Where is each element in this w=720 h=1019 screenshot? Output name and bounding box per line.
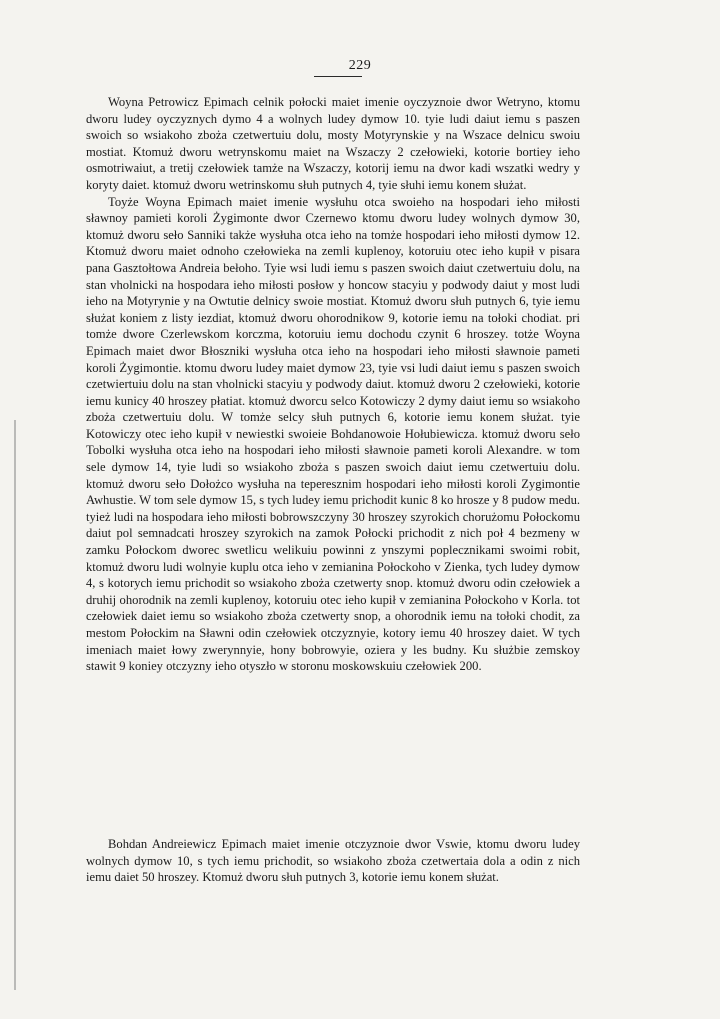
page-number-underline bbox=[314, 76, 362, 77]
main-text-block bbox=[86, 94, 580, 675]
second-text-block bbox=[86, 836, 580, 886]
margin-rule bbox=[14, 420, 16, 990]
paragraph-woyna-petrowicz: Woyna Petrowicz Epimach celnik połocki maiet imenie oyczyznoie dwor Wetryno, ktomu dworu ludey oyczyznych dymo 4 a wolnych ludey dymow 10. tyie ludi daiut iemu s paszen swoich so wsiakoho zboża czetwertuiu dolu, mosty Motyrynskie y na Wszace delnicu swoiu mostiat. Ktomuż dworu wetrynskomu maiet na Wszaczy 2 czełowieki, kotorie bortiey ieho osmotriwaiut, a tretij czełowiek tamże na Wszaczy, kotorij iemu na dwor kadi wszatki wedry y koryty daiet. ktomuż dworu wetrinskomu słuh putnych 4, tyie słuhi iemu konem służat. bbox=[86, 95, 580, 192]
paragraph-toyze-woyna: Toyże Woyna Epimach maiet imenie wysłuhu otca swoieho na hospodari ieho miłosti sławnoy pamieti koroli Żygimonte dwor Czernewo ktomu dworu ludey wolnych dymow 30, ktomuż dworu seło Sanniki także wysłuha otca ieho na tomże hospodari ieho miłosti dymow 12. Ktomuż dworu maiet odnoho czełowieka na zemli kuplenoy, kotoruiu otec ieho kupił v pisara pana Gasztołtowa Andreia bełoho. Tyie wsi ludi iemu s paszen swoich daiut czetwertuiu dolu, na stan vholnicki na hospodara ieho miłosti posłow y honcow stacyiu y podwody daiut y most ludi ieho na Motyrynie y na Owtutie delnicy swoie mostiat. Ktomuż dworu słuh putnych 6, tyie iemu służat koniem z listy iezdiat, ktomuż dworu ohorodnikow 9, kotorie iemu na tołoki chodiat. pri tomże dwore Czerlewskom korczma, kotoruiu iemu dochodu czynit 6 hroszey. totże Woyna Epimach maiet dwor Błoszniki wysłuha otca ieho na hospodari ieho miłosti sławnoie pameti koroli Żygimontie. ktomu dworu ludey maiet dymow 23, tyie vsi ludi daiut iemu s paszen swoich czetwiertuiu dolu na stan vholnicki stacyiu y podwody daiut. ktomuż dworu 2 czełowieki, kotorie iemu kunicy 40 hroszey płatiat. ktomuż dworcu selco Kotowiczy 2 dymy daiut iemu so wsiakoho zboża czetwertuiu dolu. W tomże selcy słuh putnych 6, kotorie iemu konem służat. tyie Kotowiczy otec ieho kupił v newiestki swoieie Bohdanowoie Hołubiewicza. ktomuż dworu seło Tobolki wysłuha otca ieho na hospodari ieho miłosti sławnoie pameti koroli Alexandre. w tom sele dymow 14, tyie ludi so wsiakoho zboża s paszen swoich daiut iemu czetwertuiu dolu. ktomuż dworu seło Dołożco wysłuha na teperesznim hospodari ieho miłosti koroli Zygimontie Awhustie. W tom sele dymow 15, s tych ludey iemu prichodit kunic 8 ko hrosze y 8 pudow medu. tyież ludi na hospodara ieho miłosti bobrowszczyny 30 hroszey szyrokich chorużomu Połockomu daiut pol semnadcati hroszey szyrokich na zamok Połocki prichodit z nich poł 4 bezmeny w zamku Połockom dworec swetlicu welikuiu powinni z ynszymi poplecznikami swoimi robit, ktomuż dworu ludi wolnyie kuplu otca ieho v zemianina Połockoho v Zienka, tych ludey dymow 4, s kotorych iemu prichodit so wsiakoho zboża czetwerty snop. ktomuż dworu odin czełowiek a druhij ohorodnik na zemli kuplenoy, kotoruiu otec ieho kupił v zemianina Połockoho v Korla. tot czełowiek daiet iemu so wsiakoho zboża czetwerty snop, a ohorodnik iemu na tołoki chodit, za mestom Połockim na Sławni odin czełowiek otczyznyie, kotory iemu 40 hroszey daiet. W tych imeniach maiet łowy zwerynnyie, hony bobrowyie, oziera y les budny. Ku służbie zemskoy stawit 9 koniey otczyzny ieho otyszło w storonu moskowskuiu czełowiek 200. bbox=[86, 194, 581, 674]
page-number: 229 bbox=[348, 58, 372, 73]
paragraph-bohdan-andreiewicz: Bohdan Andreiewicz Epimach maiet imenie otczyznoie dwor Vswie, ktomu dworu ludey wolnych dymow 10, s tych iemu prichodit, so wsiakoho zboża czetwertaia dola a odin z nich iemu daiet 50 hroszey. Ktomuż dworu słuh putnych 3, kotorie iemu konem służat. bbox=[86, 837, 580, 885]
